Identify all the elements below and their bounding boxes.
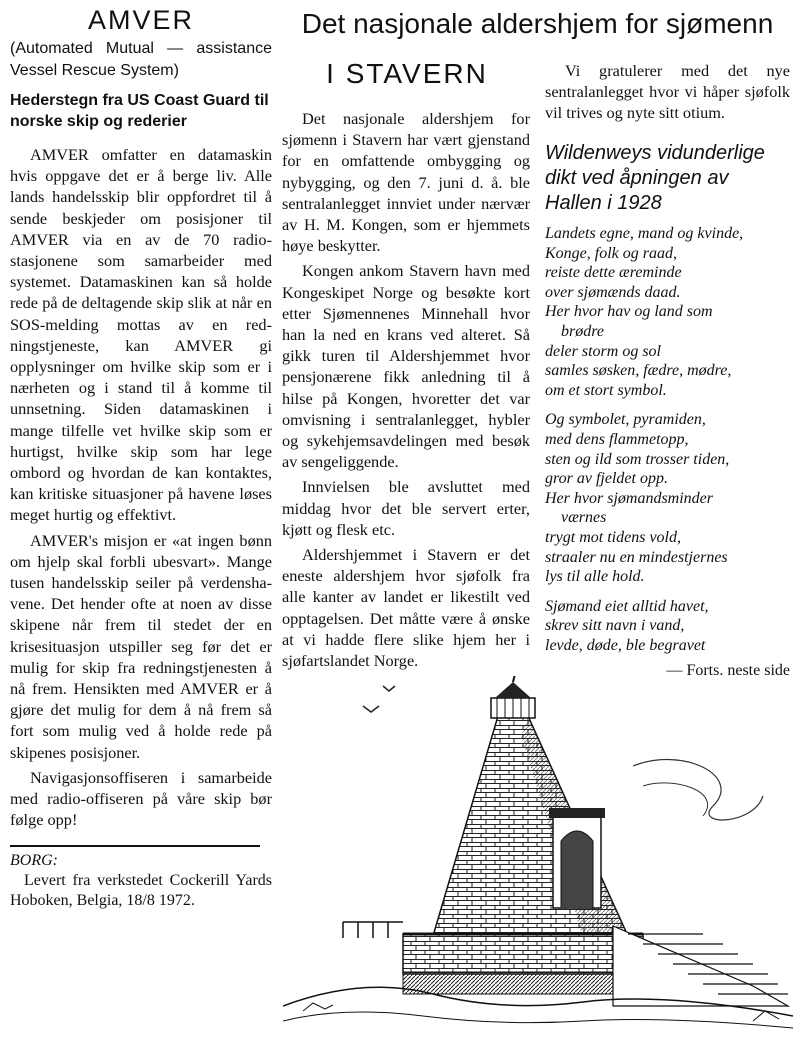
amver-body <box>10 144 272 831</box>
amver-paragraph: AMVER omfatter en datamaskin hvis oppgave det er å berge liv. Alle lands handelsskip blir oppfordret til å sende beskjeder om posisjoner til AMVER via en av de 70 radiostasjonene som samarbeider med systemet. Datamaskinen kan så holde rede på de deltagende skip slik at når en SOS-melding mottas av en redningstjeneste, kan AMVER gi opplysninger om hvilke skip som er i nærheten og i stand til å komme til unnsetning. Siden datamaskinen i mange tilfelle vet hvilke skip som er hurtigst, hvilke skip som har lege ombord og hvordan de kan kontaktes, kan kritiske situasjoner på havene løses meget hurtig og effektivt. <box>10 145 272 525</box>
section-divider <box>10 845 260 847</box>
article-paragraph: Innvielsen ble avsluttet med middag hvor det ble servert erter, kjøtt og flesk etc. <box>282 477 530 539</box>
poem-line: skrev sitt navn i vand, <box>545 617 685 635</box>
poem-line: Konge, folk og raad, <box>545 244 677 262</box>
poem-line: Og symbolet, pyramiden, <box>545 411 706 429</box>
poem-line: reiste dette æreminde <box>545 264 682 282</box>
article-paragraph: Det nasjonale aldershjem for sjømenn i Stavern har vært gjenstand for en omfattende ombygging og nybygging, og den 7. juni d. å. ble sentralanlegget innviet under nærvær av H. M. Kongen, som er hjemmets høye beskytter. <box>282 109 530 256</box>
continued-note: — Forts. neste side <box>666 662 790 680</box>
poem-line: lys til alle hold. <box>545 568 645 586</box>
article-subtitle: I STAVERN <box>326 58 488 89</box>
amver-paragraph: AMVER's misjon er «at ingen bønn om hjelp skal forbli ubesvart». Mange tusen handelsskip seiler på verdenshavene. Det hender ofte at noen av disse skipene når frem til stedet der en krisesituasjon utspiller seg før det er mulig for skip fra redningstjenesten å nå frem. Hensikten med AMVER er å gjøre det mulig for dem å nå frem så fort som mulig ved å holde rede på skipenes posisjoner. <box>10 530 272 762</box>
poem-line: over sjømænds daad. <box>545 283 681 301</box>
poem-line: deler storm og sol <box>545 342 661 360</box>
bird-icon <box>363 686 395 712</box>
poem-line: med dens flammetopp, <box>545 430 689 448</box>
borg-label: BORG: <box>10 851 58 869</box>
amver-headline: Hederstegn fra US Coast Guard til norske skip og rederier <box>10 92 269 130</box>
poem-line: Landets egne, mand og kvinde, <box>545 225 744 242</box>
amver-column <box>10 6 272 911</box>
article-paragraph: Vi gratulerer med det nye sentralanlegget hvor vi håper sjøfolk vil trives og nyte sitt otium. <box>545 61 790 122</box>
pyramid-monument-illustration <box>283 676 793 1032</box>
poem-line: trygt mot tidens vold, <box>545 528 681 546</box>
poem-stanza <box>545 410 790 586</box>
article-paragraph: Kongen ankom Stavern havn med Kongeskipet Norge og besøkte kort etter Sjømennenes Minnehall hvor han la ned en krans ved alteret. Så gikk turen til Aldershjemmet hvor pensjonærene fikk anledning til å hilse på Kongen, hvoretter det var omvisning i sentralanlegget, hybler og sykehjemsavdelingen med besøk av sengeliggende. <box>282 261 530 472</box>
poem-line: Her hvor sjømandsminder <box>545 489 713 507</box>
poem-line: Her hvor hav og land som <box>545 303 713 321</box>
amver-paragraph: Navigasjonsoffiseren i samarbeide med radio-offiseren på våre skip bør følge opp! <box>10 767 272 830</box>
poem-line: gror av fjeldet opp. <box>545 470 668 488</box>
poem-column <box>545 60 790 681</box>
poem-line: Sjømand eiet alltid havet, <box>545 597 709 615</box>
amver-subtitle: (Automated Mutual — assistance Vessel Rescue System) <box>10 40 272 79</box>
article-continuation <box>545 60 790 123</box>
poem-stanza <box>545 597 790 656</box>
poem-line: værnes <box>561 509 607 527</box>
article-column <box>282 108 530 671</box>
poem-title: Wildenweys vidunderlige dikt ved åpningen av Hallen i 1928 <box>545 142 765 214</box>
poem-line: levde, døde, ble begravet <box>545 636 706 654</box>
amver-title: AMVER <box>87 5 195 35</box>
poem-line: brødre <box>561 322 604 340</box>
article-title: Det nasjonale aldershjem for sjømenn <box>301 8 774 39</box>
poem-line: om et stort symbol. <box>545 381 667 399</box>
poem-line: straaler nu en mindestjernes <box>545 548 728 566</box>
poem-stanza <box>545 224 790 400</box>
poem-line: samles søsken, fædre, mødre, <box>545 362 732 380</box>
article-paragraph: Aldershjemmet i Stavern er det eneste aldershjem hvor sjøfolk fra alle kanter av landet er likestilt ved opptagelsen. Det måtte være å ønske at vi hadde flere slike hjem her i sjøfartslandet Norge. <box>282 545 530 671</box>
borg-text: Levert fra verkstedet Cockerill Yards Hoboken, Belgia, 18/8 1972. <box>10 871 272 909</box>
poem-line: sten og ild som trosser tiden, <box>545 450 730 468</box>
